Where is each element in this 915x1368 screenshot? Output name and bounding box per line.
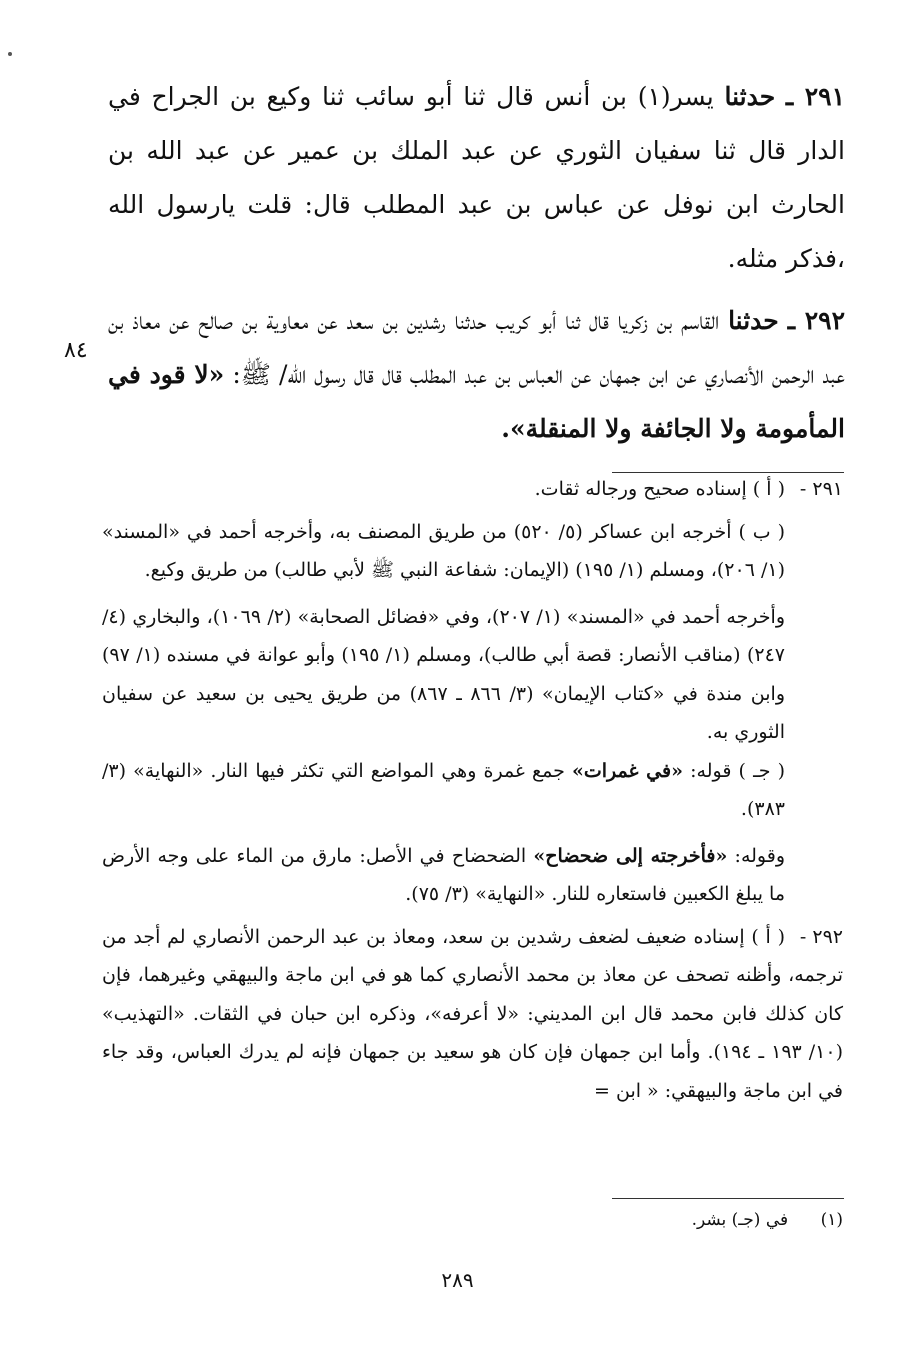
footnote-label: (١) — [820, 1210, 843, 1230]
main-text — [108, 70, 845, 464]
hadith-quote: «لا قود في المأمومة ولا الجائفة ولا المنقلة». — [108, 360, 845, 443]
note-291-e: وقوله: «فأخرجته إلى ضحضاح» الضحضاح في الأصل: مارق من الماء على وجه الأرض ما يبلغ الكعبين فاستعاره للنار. «النهاية» (٣/ ٧٥). — [102, 844, 785, 905]
note-label: ٢٩٢ - — [799, 925, 843, 948]
footnote — [692, 1210, 843, 1230]
manuscript-folio-number: ٨٤ — [64, 338, 88, 363]
footnote-text: في (جـ) بشر. — [691, 1210, 789, 1230]
hadith-lead: حدثنا — [724, 82, 776, 111]
hadith-lead: حدثنا — [728, 306, 779, 335]
hadith-text: القاسم بن زكريا قال ثنا أبو كريب حدثنا رشدين بن سعد عن معاوية بن صالح عن معاذ بن عبد الرحمن الأنصاري عن ابن جمهان عن العباس بن عبد المطلب قال قال رسول الله/ ﷺ: — [108, 306, 845, 389]
hadith-number: ٢٩١ ـ — [785, 82, 846, 111]
footnote-divider — [612, 1198, 844, 1199]
hadith-number: ٢٩٢ ـ — [787, 306, 846, 335]
hadith-292 — [108, 294, 845, 456]
hadith-291 — [108, 70, 845, 286]
note-291-c: وأخرجه أحمد في «المسند» (١/ ٢٠٧)، وفي «فضائل الصحابة» (٢/ ١٠٦٩)، والبخاري (٤/ ٢٤٧) (مناقب الأنصار: قصة أبي طالب)، ومسلم (١/ ١٩٥) وأبو عوانة في مسنده (١/ ٩٧) وابن مندة في «كتاب الإيمان» (٣/ ٨٦٦ ـ ٨٦٧) من طريق يحيى بن سعيد عن سفيان الثوري به. — [102, 605, 786, 743]
note-291-d: ( جـ ) قوله: «في غمرات» جمع غمرة وهي المواضع التي تكثر فيها النار. «النهاية» (٣/ ٣٨٣). — [102, 759, 785, 820]
hadith-text: يسر(١) بن أنس قال ثنا أبو سائب ثنا وكيع بن الجراح في الدار قال ثنا سفيان الثوري عن عبد الملك بن عمير عن عبد الله بن الحارث ابن نوفل عن عباس بن عبد المطلب قال: قلت يارسول الله ،فذكر مثله. — [108, 82, 845, 273]
margin-dot — [8, 52, 12, 56]
commentary-notes — [102, 458, 843, 1110]
note-label: ٢٩١ - — [799, 478, 843, 500]
note-291-b: ( ب ) أخرجه ابن عساكر (٥/ ٥٢٠) من طريق المصنف به، وأخرجه أحمد في «المسند» (١/ ٢٠٦)، ومسلم (١/ ١٩٥) (الإيمان: شفاعة النبي ﷺ لأبي طالب) من طريق وكيع. — [102, 520, 786, 581]
note-291-a: ٢٩١ -( أ ) إسناده صحيح ورجاله ثقات. — [102, 470, 843, 509]
page-number: ٢٨٩ — [441, 1268, 474, 1292]
note-292-a: ٢٩٢ -( أ ) إسناده ضعيف لضعف رشدين بن سعد، ومعاذ بن عبد الرحمن الأنصاري لم أجد من ترجمه، وأظنه تصحف عن معاذ بن محمد الأنصاري كما هو في ابن ماجة والبيهقي وغيرهما، فإن كان كذلك فابن محمد قال ابن المديني: «لا أعرفه»، وذكره ابن حبان في الثقات. «التهذيب» (١٠/ ١٩٣ ـ ١٩٤). وأما ابن جمهان فإن كان هو سعيد بن جمهان فإنه لم يدرك العباس، وقد جاء في ابن ماجة والبيهقي: « ابن = — [102, 918, 843, 1111]
